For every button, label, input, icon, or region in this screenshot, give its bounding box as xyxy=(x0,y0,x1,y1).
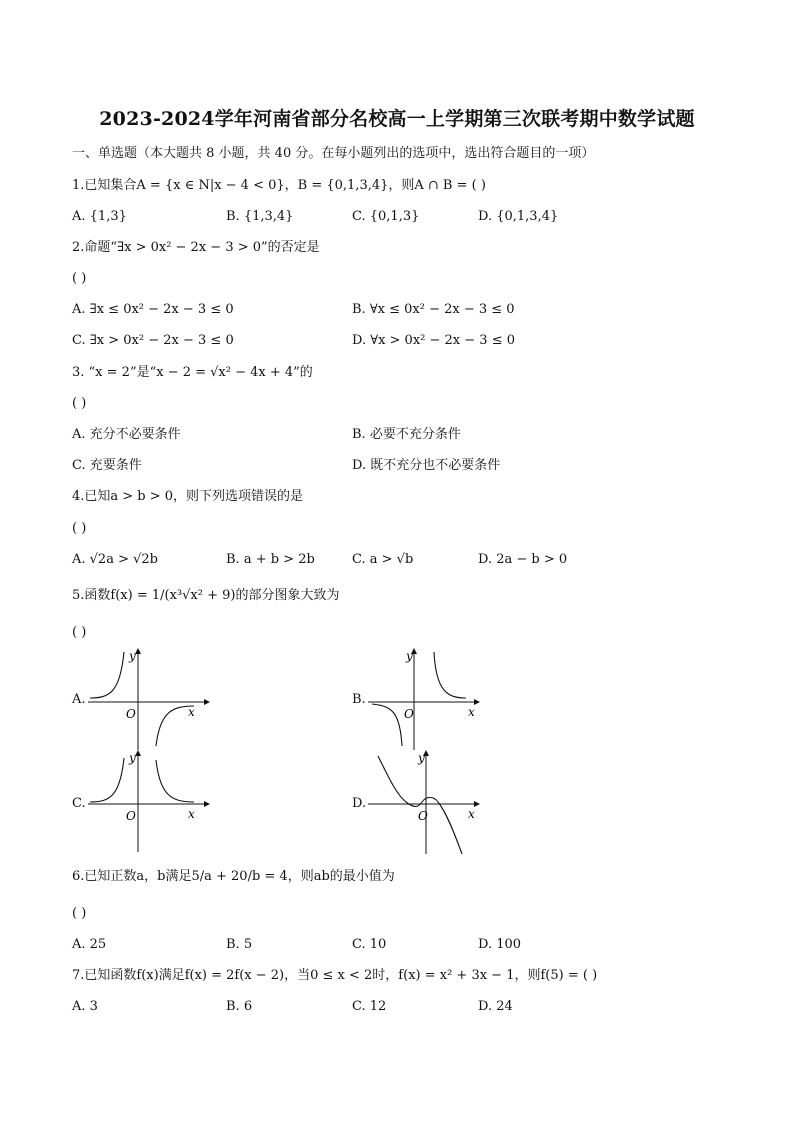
question-7-stem: 7.已知函数f(x)满足f(x) = 2f(x − 2)，当0 ≤ x < 2时，f(x) = x² + 3x − 1，则f(5) = ( ) xyxy=(72,968,598,983)
x-axis-label: x xyxy=(468,807,475,821)
curve-left-branch xyxy=(90,652,124,698)
question-7-option-d[interactable]: D. 24 xyxy=(478,999,513,1014)
question-5-graph-a[interactable] xyxy=(86,646,212,752)
question-1-stem: 1.已知集合A = {x ∈ N|x − 4 < 0}，B = {0,1,3,4}，则A ∩ B = ( ) xyxy=(72,178,486,193)
question-4-option-d[interactable]: D. 2a − b > 0 xyxy=(478,552,568,567)
y-axis-label: y xyxy=(129,751,136,765)
question-6-option-a[interactable]: A. 25 xyxy=(72,937,107,952)
question-4-stem: 4.已知a > b > 0，则下列选项错误的是 xyxy=(72,489,304,504)
question-5-paren: ( ) xyxy=(72,625,87,640)
question-1-option-d[interactable]: D. {0,1,3,4} xyxy=(478,209,559,224)
question-3-paren: ( ) xyxy=(72,396,87,411)
question-4-option-c[interactable]: C. a > √b xyxy=(352,552,414,567)
question-3-option-b[interactable]: B. 必要不充分条件 xyxy=(352,427,461,442)
question-1-option-a[interactable]: A. {1,3} xyxy=(72,209,127,224)
x-axis-arrow xyxy=(204,801,210,807)
question-5-option-d-label[interactable]: D. xyxy=(352,796,367,811)
y-axis-label: y xyxy=(129,649,136,663)
question-5-graph-b[interactable] xyxy=(366,646,482,752)
origin-label: O xyxy=(404,707,414,721)
page-title: 2023-2024学年河南省部分名校高一上学期第三次联考期中数学试题 xyxy=(99,108,695,130)
question-5-graph-d[interactable] xyxy=(366,748,482,856)
question-6-stem: 6.已知正数a，b满足5/a + 20/b = 4，则ab的最小值为 xyxy=(72,869,395,884)
question-1-option-b[interactable]: B. {1,3,4} xyxy=(226,209,294,224)
question-2-stem: 2.命题“∃x > 0x² − 2x − 3 > 0”的否定是 xyxy=(72,240,320,255)
origin-label: O xyxy=(126,707,136,721)
question-4-option-b[interactable]: B. a + b > 2b xyxy=(226,552,315,567)
y-axis-arrow xyxy=(135,648,141,654)
question-6-option-d[interactable]: D. 100 xyxy=(478,937,522,952)
curve xyxy=(378,756,462,854)
y-axis-arrow xyxy=(135,750,141,756)
y-axis-label: y xyxy=(418,751,425,765)
question-2-option-a[interactable]: A. ∃x ≤ 0x² − 2x − 3 ≤ 0 xyxy=(72,302,234,317)
question-7-option-c[interactable]: C. 12 xyxy=(352,999,387,1014)
question-5-stem: 5.函数f(x) = 1/(x³√x² + 9)的部分图象大致为 xyxy=(72,588,340,603)
question-3-option-a[interactable]: A. 充分不必要条件 xyxy=(72,427,181,442)
origin-label: O xyxy=(418,809,428,823)
origin-label: O xyxy=(126,809,136,823)
curve-left-branch xyxy=(372,704,402,746)
x-axis-arrow xyxy=(204,699,210,705)
question-5-option-b-label[interactable]: B. xyxy=(352,692,366,707)
question-3-stem: 3. “x = 2”是“x − 2 = √x² − 4x + 4”的 xyxy=(72,365,313,380)
question-2-option-c[interactable]: C. ∃x > 0x² − 2x − 3 ≤ 0 xyxy=(72,333,234,348)
question-5-graph-c[interactable] xyxy=(86,748,212,854)
question-6-option-b[interactable]: B. 5 xyxy=(226,937,253,952)
question-2-paren: ( ) xyxy=(72,271,87,286)
y-axis-label: y xyxy=(406,649,413,663)
question-5-option-c-label[interactable]: C. xyxy=(72,796,86,811)
question-7-option-a[interactable]: A. 3 xyxy=(72,999,98,1014)
question-4-paren: ( ) xyxy=(72,521,87,536)
question-3-option-c[interactable]: C. 充要条件 xyxy=(72,458,142,473)
section-heading: 一、单选题（本大题共 8 小题，共 40 分。在每小题列出的选项中，选出符合题目的一项） xyxy=(72,146,595,161)
question-5-option-a-label[interactable]: A. xyxy=(72,692,86,707)
x-axis-arrow xyxy=(474,699,480,705)
curve-right-branch xyxy=(434,652,466,698)
question-6-paren: ( ) xyxy=(72,906,87,921)
question-7-option-b[interactable]: B. 6 xyxy=(226,999,253,1014)
question-2-option-d[interactable]: D. ∀x > 0x² − 2x − 3 ≤ 0 xyxy=(352,333,515,348)
x-axis-label: x xyxy=(188,807,195,821)
question-2-option-b[interactable]: B. ∀x ≤ 0x² − 2x − 3 ≤ 0 xyxy=(352,302,515,317)
x-axis-label: x xyxy=(188,705,195,719)
x-axis-label: x xyxy=(468,705,475,719)
question-1-option-c[interactable]: C. {0,1,3} xyxy=(352,209,420,224)
x-axis-arrow xyxy=(474,801,480,807)
question-4-option-a[interactable]: A. √2a > √2b xyxy=(72,552,158,567)
question-6-option-c[interactable]: C. 10 xyxy=(352,937,387,952)
curve-left-branch xyxy=(90,758,124,802)
curve-right-branch xyxy=(156,760,194,802)
question-3-option-d[interactable]: D. 既不充分也不必要条件 xyxy=(352,458,501,473)
